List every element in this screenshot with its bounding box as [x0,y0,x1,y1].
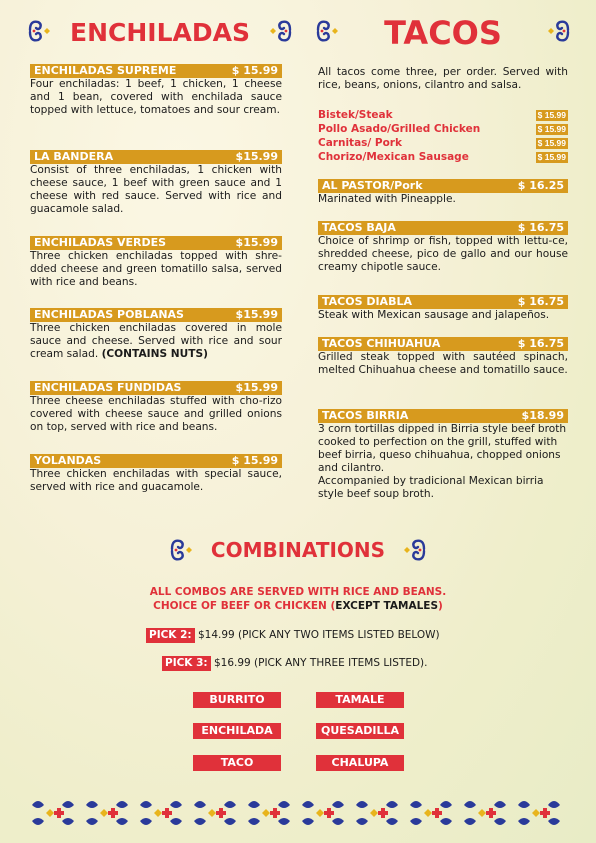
combos-note-line1: ALL COMBOS ARE SERVED WITH RICE AND BEANS. [149,586,447,598]
item-bar [30,308,282,322]
item-description: Choice of shrimp or fish, topped with lettu-ce, shredded cheese, pico de gallo and our house creamy chipotle sauce. [318,235,568,273]
menu-item [30,64,282,117]
item-description: Three chicken enchiladas with special sauce, served with rice and guacamole. [30,468,282,493]
taco-price: $ 15.99 [537,137,566,148]
menu-item [30,381,282,434]
item-price: $ 16.75 [517,295,564,308]
combinations-header [170,533,426,567]
item-description: Consist of three enchiladas, 1 chicken with cheese sauce, 1 beef with green sauce and 1 cheese with red sauce. Served with rice and guacamole salad. [30,164,282,215]
ornament-left-icon [28,16,54,46]
combos-note-line2: CHOICE OF BEEF OR CHICKEN (EXCEPT TAMALES) [153,600,443,612]
item-price: $18.99 [521,409,564,422]
ornament-left-icon [316,16,342,46]
allergy-note: (CONTAINS NUTS) [101,348,208,360]
item-name: TACOS BAJA [322,221,396,234]
combinations-title: COMBINATIONS [210,538,386,562]
item-bar [318,221,568,235]
list-item [318,108,568,122]
taco-name: Carnitas/ Pork [318,137,402,149]
pick2-row [146,628,440,643]
ornament-right-icon [266,16,292,46]
taco-price: $ 15.99 [537,109,566,120]
item-price: $15.99 [235,381,278,394]
item-price: $15.99 [235,308,278,321]
tacos-title: TACOS [384,14,502,52]
item-name: YOLANDAS [34,454,102,467]
taco-name: Bistek/Steak [318,109,393,121]
ornament-left-icon [170,535,196,565]
item-price: $15.99 [235,150,278,163]
pick3-row [162,656,428,671]
item-price: $ 15.99 [231,454,278,467]
item-price: $ 15.99 [231,64,278,77]
item-name: LA BANDERA [34,150,114,163]
pick2-label: PICK 2: [146,628,195,643]
combo-option-burrito: BURRITO [193,692,281,708]
list-item [318,122,568,136]
combos-note [100,585,496,613]
taco-price: $ 15.99 [537,123,566,134]
list-item [318,150,568,164]
item-bar [30,454,282,468]
item-bar [318,409,568,423]
item-bar [318,179,568,193]
item-bar [30,150,282,164]
item-name: TACOS BIRRIA [322,409,409,422]
menu-item [318,179,568,206]
item-description: Marinated with Pineapple. [318,193,456,205]
item-description: Three chicken enchiladas topped with shre-dded cheese and green tomatillo salsa, served with rice and beans. [30,250,282,288]
menu-item [30,308,282,361]
pick3-text: $16.99 (PICK ANY THREE ITEMS LISTED). [213,657,428,669]
item-name: TACOS CHIHUAHUA [322,337,441,350]
item-name: AL PASTOR/Pork [322,179,423,192]
combo-option-enchilada: ENCHILADA [193,723,281,739]
item-price: $ 16.75 [517,337,564,350]
taco-price: $ 15.99 [537,151,566,162]
menu-item [318,337,568,377]
taco-name: Pollo Asado/Grilled Chicken [318,123,481,135]
decorative-border-icon [28,795,568,831]
menu-item [30,454,282,494]
enchiladas-header [28,14,292,50]
combo-option-quesadilla: QUESADILLA [316,723,404,739]
menu-item [318,221,568,274]
item-description-text: Three chicken enchiladas covered in mole sauce and cheese. Served with rice and sour cream salad. [30,322,282,360]
combo-option-chalupa: CHALUPA [316,755,404,771]
item-description-extra: Accompanied by tradicional Mexican birria style beef soup broth. [318,475,544,500]
tacos-header [316,14,570,50]
pick2-text: $14.99 (PICK ANY TWO ITEMS LISTED BELOW) [197,629,440,641]
taco-name: Chorizo/Mexican Sausage [318,151,469,163]
item-description: Steak with Mexican sausage and jalapeños. [318,309,550,321]
menu-item [30,150,282,216]
item-bar [318,337,568,351]
item-name: ENCHILADAS SUPREME [34,64,177,77]
item-name: ENCHILADAS POBLANAS [34,308,184,321]
item-price: $ 16.75 [517,221,564,234]
item-description: Four enchiladas: 1 beef, 1 chicken, 1 cheese and 1 bean, covered with enchilada sauce topped with lettuce, tomatoes and sour cream. [30,78,282,116]
item-bar [30,64,282,78]
item-price: $ 16.25 [517,179,564,192]
pick3-label: PICK 3: [162,656,211,671]
menu-item [318,409,568,501]
menu-item [30,236,282,289]
ornament-right-icon [544,16,570,46]
item-name: ENCHILADAS VERDES [34,236,167,249]
item-bar [30,381,282,395]
taco-simple-list [318,108,568,164]
item-name: TACOS DIABLA [322,295,412,308]
item-description [30,322,282,361]
menu-item [318,295,568,322]
item-description: 3 corn tortillas dipped in Birria style beef broth cooked to perfection on the grill, stuffed with beef birria, queso chihuahua, chopped onions and cilantro. [318,423,567,474]
item-description: Grilled steak topped with sautéed spinach, melted Chihuahua cheese and tomatillo sauce. [318,351,568,376]
combo-option-tamale: TAMALE [316,692,404,708]
combo-option-taco: TACO [193,755,281,771]
enchiladas-title: ENCHILADAS [70,18,250,47]
ornament-right-icon [400,535,426,565]
exception-text: EXCEPT TAMALES [335,600,439,612]
tacos-intro: All tacos come three, per order. Served with rice, beans, onions, cilantro and salsa. [318,66,568,91]
item-description: Three cheese enchiladas stuffed with cho-rizo covered with cheese sauce and grilled onions on top, served with rice and beans. [30,395,282,433]
item-bar [318,295,568,309]
item-bar [30,236,282,250]
item-name: ENCHILADAS FUNDIDAS [34,381,182,394]
item-price: $15.99 [235,236,278,249]
list-item [318,136,568,150]
